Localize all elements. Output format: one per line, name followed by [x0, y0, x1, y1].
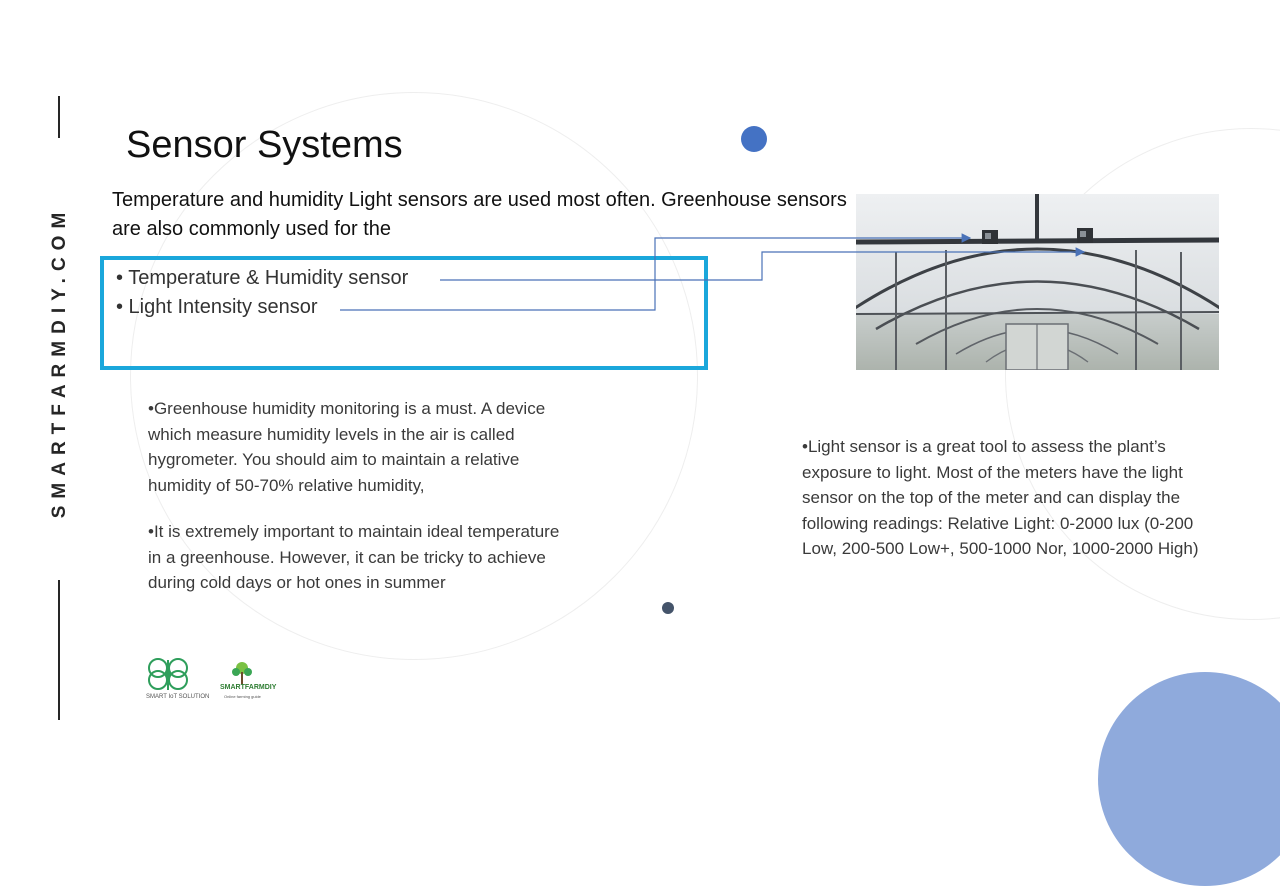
- humidity-paragraph: •Greenhouse humidity monitoring is a must. A device which measure humidity levels in the air is called hygrometer. You should aim to maintain a relative humidity of 50-70% relative humidity,: [148, 399, 546, 495]
- side-brand-label: SMARTFARMDIY.COM: [49, 205, 70, 519]
- smartfarmdiy-logo: [220, 660, 277, 702]
- smartfarmdiy-caption: Online farming guide: [224, 694, 261, 699]
- bullet-light-intensity: • Light Intensity sensor: [116, 296, 318, 318]
- connector-light-sensor: [340, 238, 970, 310]
- connector-temperature-sensor: [440, 252, 1084, 280]
- smartfarmdiy-name: SMARTFARMDIY: [220, 684, 277, 691]
- circuit-tree-icon: [146, 656, 190, 692]
- slide-title: Sensor Systems: [126, 124, 403, 166]
- smart-iot-caption: SMART IoT SOLUTION: [146, 694, 210, 700]
- bullet-temperature-humidity: • Temperature & Humidity sensor: [116, 267, 409, 289]
- light-sensor-paragraph: •Light sensor is a great tool to assess the plant’s exposure to light. Most of the meters have the light sensor on the top of the meter and can display the following readings: Relative Light: 0-2000 lux (0-200 Low, 200-500 Low+, 500-1000 Nor, 1000-2000 High): [802, 437, 1199, 558]
- smart-iot-logo: [146, 656, 210, 702]
- intro-text: Temperature and humidity Light sensors are used most often. Greenhouse sensors are also commonly used for the: [112, 189, 847, 240]
- plant-icon: [228, 660, 256, 684]
- temperature-paragraph: •It is extremely important to maintain ideal temperature in a greenhouse. However, it can be tricky to achieve during cold days or hot ones in summer: [148, 522, 560, 592]
